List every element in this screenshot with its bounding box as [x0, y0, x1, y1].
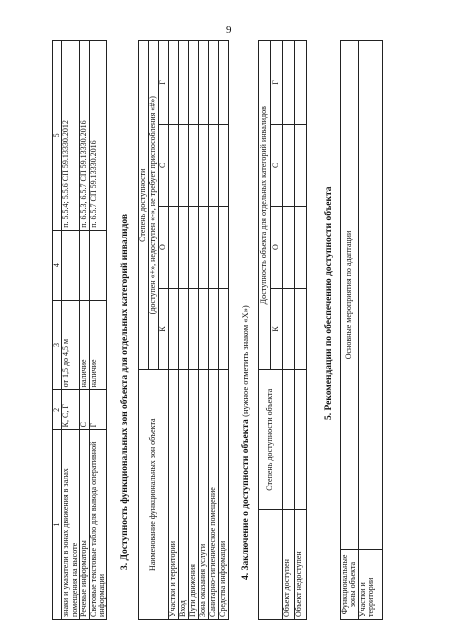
header-cell: 4 — [53, 230, 62, 300]
table-cell: Световые текстовые табло для вывода оперативной информации — [89, 430, 107, 620]
zone-name: Вход — [179, 370, 189, 620]
header-cell: 2 — [53, 390, 62, 430]
table-cell: С — [80, 390, 89, 430]
zone-name: Средства информации — [219, 370, 229, 620]
category-header: К — [271, 288, 283, 370]
header-cell: 1 — [53, 430, 62, 620]
column-header-measures: Основные мероприятия по адаптации — [341, 41, 359, 550]
table-cell: п. 6.5.3, 6.5.7 СП 59.13330.2016 — [80, 41, 89, 231]
column-header-zones: Наименование функциональных зон объекта — [139, 370, 169, 620]
table-row — [209, 41, 219, 620]
section-4-title — [240, 305, 251, 580]
table-row — [358, 41, 382, 620]
header-cell: 5 — [53, 41, 62, 231]
table-row — [189, 41, 199, 620]
conclusion-table — [258, 40, 307, 620]
table-header-row — [341, 41, 359, 620]
zone-name: Пути движения — [189, 370, 199, 620]
table-cell — [89, 230, 107, 300]
table-cell: К, С, Г — [62, 390, 80, 430]
column-header-degree-note: (доступен «+», недоступен «-», не требует приспособления «#») — [149, 41, 159, 370]
table-row — [80, 41, 89, 620]
table-row — [169, 41, 179, 620]
requirements-table — [52, 40, 107, 620]
table-cell: Г — [89, 390, 107, 430]
section-3-title: 3. Доступность функциональных зон объекта для отдельных категорий инвалидов — [120, 214, 130, 570]
section-5-title: 5. Рекомендации по обеспечению доступности объекта — [324, 186, 334, 420]
table-cell: Речевые информаторы — [80, 430, 89, 620]
rotated-content — [40, 20, 392, 620]
table-cell — [80, 230, 89, 300]
table-cell: знаки и указатели в зонах движения в залах помещения на высоте — [62, 430, 80, 620]
category-header: Г — [271, 41, 283, 125]
table-header-row — [259, 41, 271, 620]
zones-accessibility-table — [138, 40, 229, 620]
table-row — [219, 41, 229, 620]
column-header-categories: Доступность объекта для отдельных категорий инвалидов — [259, 41, 271, 370]
zone-name: Участки и территории — [358, 550, 382, 620]
table-row — [62, 41, 80, 620]
recommendations-table — [340, 40, 383, 620]
table-cell: от 1,5 до 4,5 м — [62, 300, 80, 390]
header-cell: 3 — [53, 300, 62, 390]
zone-name: Зона оказания услуги — [199, 370, 209, 620]
conclusion-label: Объект доступен — [283, 510, 295, 620]
table-row — [179, 41, 189, 620]
section-4-title-text: 4. Заключение о доступности объекта — [241, 419, 251, 580]
table-row — [295, 41, 307, 620]
table-cell — [62, 230, 80, 300]
table-cell: наличие — [89, 300, 107, 390]
table-cell: наличие — [80, 300, 89, 390]
column-header-degree: Степень доступности — [139, 41, 149, 370]
column-header-degree: Степень доступности объекта — [259, 370, 283, 510]
category-header: К — [159, 288, 169, 370]
zone-name: Участки и территории — [169, 370, 179, 620]
conclusion-label: Объект недоступен — [295, 510, 307, 620]
zone-name: Санитарно-гигиеническое помещение — [209, 370, 219, 620]
table-row — [89, 41, 107, 620]
category-header: С — [271, 124, 283, 206]
section-4-title-note: (нужное отметить знаком «Х») — [240, 305, 250, 417]
table-row — [199, 41, 209, 620]
category-header: О — [271, 206, 283, 288]
table-row — [283, 41, 295, 620]
table-cell: п. 5.5.4; 5.5.6 СП 59.13330.2012 — [62, 41, 80, 231]
column-header-zone: Функциональные зоны объекта — [341, 550, 359, 620]
page-number: 9 — [226, 24, 232, 36]
table-cell: п. 6.5.7 СП 59.13330.2016 — [89, 41, 107, 231]
category-header: С — [159, 124, 169, 206]
category-header: Г — [159, 41, 169, 125]
table-header-row — [139, 41, 149, 620]
category-header: О — [159, 206, 169, 288]
